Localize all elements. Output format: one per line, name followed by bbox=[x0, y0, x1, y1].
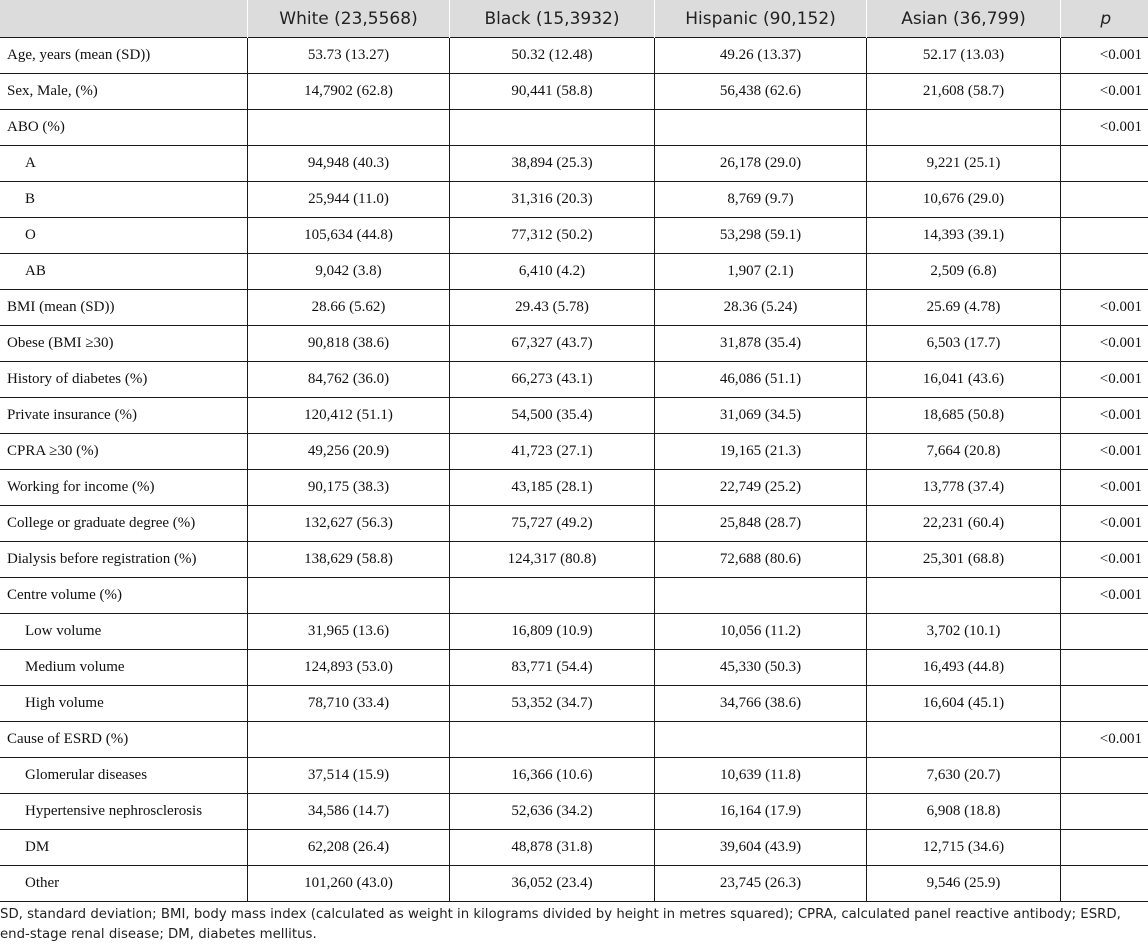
black-value: 36,052 (23.4) bbox=[450, 866, 655, 902]
row-label: Dialysis before registration (%) bbox=[0, 542, 248, 578]
black-value: 38,894 (25.3) bbox=[450, 146, 655, 182]
hispanic-value: 23,745 (26.3) bbox=[655, 866, 867, 902]
hispanic-value: 25,848 (28.7) bbox=[655, 506, 867, 542]
asian-value: 14,393 (39.1) bbox=[867, 218, 1061, 254]
black-value bbox=[450, 722, 655, 758]
black-value: 16,366 (10.6) bbox=[450, 758, 655, 794]
black-value: 66,273 (43.1) bbox=[450, 362, 655, 398]
white-value: 105,634 (44.8) bbox=[248, 218, 450, 254]
hispanic-value: 49.26 (13.37) bbox=[655, 38, 867, 74]
asian-value bbox=[867, 578, 1061, 614]
table-row bbox=[0, 146, 1148, 182]
hispanic-value: 56,438 (62.6) bbox=[655, 74, 867, 110]
row-label: Centre volume (%) bbox=[0, 578, 248, 614]
p-value: <0.001 bbox=[1061, 38, 1148, 74]
p-value: <0.001 bbox=[1061, 434, 1148, 470]
p-value: <0.001 bbox=[1061, 542, 1148, 578]
hispanic-value: 45,330 (50.3) bbox=[655, 650, 867, 686]
table-row bbox=[0, 578, 1148, 614]
row-label: Hypertensive nephrosclerosis bbox=[0, 794, 248, 830]
table-row bbox=[0, 326, 1148, 362]
row-label: ABO (%) bbox=[0, 110, 248, 146]
black-value: 83,771 (54.4) bbox=[450, 650, 655, 686]
hispanic-value: 53,298 (59.1) bbox=[655, 218, 867, 254]
row-label: Obese (BMI ≥30) bbox=[0, 326, 248, 362]
black-value: 124,317 (80.8) bbox=[450, 542, 655, 578]
white-value: 37,514 (15.9) bbox=[248, 758, 450, 794]
white-value: 34,586 (14.7) bbox=[248, 794, 450, 830]
asian-value: 22,231 (60.4) bbox=[867, 506, 1061, 542]
row-label: History of diabetes (%) bbox=[0, 362, 248, 398]
header-black: Black (15,3932) bbox=[450, 0, 655, 38]
white-value: 101,260 (43.0) bbox=[248, 866, 450, 902]
p-value bbox=[1061, 614, 1148, 650]
black-value: 75,727 (49.2) bbox=[450, 506, 655, 542]
hispanic-value bbox=[655, 578, 867, 614]
white-value: 9,042 (3.8) bbox=[248, 254, 450, 290]
hispanic-value: 34,766 (38.6) bbox=[655, 686, 867, 722]
black-value: 90,441 (58.8) bbox=[450, 74, 655, 110]
table-row bbox=[0, 614, 1148, 650]
hispanic-value: 10,639 (11.8) bbox=[655, 758, 867, 794]
row-label: A bbox=[0, 146, 248, 182]
p-value bbox=[1061, 218, 1148, 254]
white-value: 31,965 (13.6) bbox=[248, 614, 450, 650]
white-value: 90,818 (38.6) bbox=[248, 326, 450, 362]
table-row bbox=[0, 758, 1148, 794]
p-value bbox=[1061, 866, 1148, 902]
asian-value: 9,221 (25.1) bbox=[867, 146, 1061, 182]
row-label: CPRA ≥30 (%) bbox=[0, 434, 248, 470]
header-row bbox=[0, 0, 1148, 38]
white-value: 90,175 (38.3) bbox=[248, 470, 450, 506]
table-row bbox=[0, 254, 1148, 290]
hispanic-value: 39,604 (43.9) bbox=[655, 830, 867, 866]
row-label: B bbox=[0, 182, 248, 218]
white-value bbox=[248, 722, 450, 758]
p-value: <0.001 bbox=[1061, 470, 1148, 506]
table-footnote: SD, standard deviation; BMI, body mass index (calculated as weight in kilograms divided by height in metres squared); CPRA, calculated panel reactive antibody; ESRD, end-stage renal disease; DM, diabetes mellitus. bbox=[0, 907, 1121, 942]
asian-value: 18,685 (50.8) bbox=[867, 398, 1061, 434]
table-row bbox=[0, 182, 1148, 218]
p-value: <0.001 bbox=[1061, 74, 1148, 110]
header-characteristic bbox=[0, 0, 248, 38]
hispanic-value bbox=[655, 722, 867, 758]
black-value bbox=[450, 110, 655, 146]
table-row bbox=[0, 542, 1148, 578]
table-row bbox=[0, 650, 1148, 686]
asian-value: 3,702 (10.1) bbox=[867, 614, 1061, 650]
table-row bbox=[0, 866, 1148, 902]
asian-value: 9,546 (25.9) bbox=[867, 866, 1061, 902]
row-label: Low volume bbox=[0, 614, 248, 650]
asian-value: 25,301 (68.8) bbox=[867, 542, 1061, 578]
p-value bbox=[1061, 686, 1148, 722]
hispanic-value: 16,164 (17.9) bbox=[655, 794, 867, 830]
hispanic-value: 31,069 (34.5) bbox=[655, 398, 867, 434]
asian-value: 6,908 (18.8) bbox=[867, 794, 1061, 830]
white-value bbox=[248, 110, 450, 146]
hispanic-value: 31,878 (35.4) bbox=[655, 326, 867, 362]
asian-value: 7,664 (20.8) bbox=[867, 434, 1061, 470]
black-value: 31,316 (20.3) bbox=[450, 182, 655, 218]
white-value: 53.73 (13.27) bbox=[248, 38, 450, 74]
hispanic-value bbox=[655, 110, 867, 146]
asian-value: 16,041 (43.6) bbox=[867, 362, 1061, 398]
asian-value: 16,493 (44.8) bbox=[867, 650, 1061, 686]
table-row bbox=[0, 218, 1148, 254]
black-value: 48,878 (31.8) bbox=[450, 830, 655, 866]
table-row bbox=[0, 290, 1148, 326]
white-value: 28.66 (5.62) bbox=[248, 290, 450, 326]
table-row bbox=[0, 506, 1148, 542]
white-value: 49,256 (20.9) bbox=[248, 434, 450, 470]
black-value: 52,636 (34.2) bbox=[450, 794, 655, 830]
p-value: <0.001 bbox=[1061, 110, 1148, 146]
black-value: 16,809 (10.9) bbox=[450, 614, 655, 650]
row-label: AB bbox=[0, 254, 248, 290]
black-value: 41,723 (27.1) bbox=[450, 434, 655, 470]
row-label: BMI (mean (SD)) bbox=[0, 290, 248, 326]
asian-value bbox=[867, 110, 1061, 146]
table-row bbox=[0, 398, 1148, 434]
hispanic-value: 46,086 (51.1) bbox=[655, 362, 867, 398]
white-value: 94,948 (40.3) bbox=[248, 146, 450, 182]
asian-value: 7,630 (20.7) bbox=[867, 758, 1061, 794]
table-row bbox=[0, 74, 1148, 110]
asian-value: 2,509 (6.8) bbox=[867, 254, 1061, 290]
table-row bbox=[0, 686, 1148, 722]
white-value: 78,710 (33.4) bbox=[248, 686, 450, 722]
black-value: 53,352 (34.7) bbox=[450, 686, 655, 722]
row-label: Medium volume bbox=[0, 650, 248, 686]
row-label: DM bbox=[0, 830, 248, 866]
black-value: 67,327 (43.7) bbox=[450, 326, 655, 362]
hispanic-value: 8,769 (9.7) bbox=[655, 182, 867, 218]
asian-value: 16,604 (45.1) bbox=[867, 686, 1061, 722]
p-value bbox=[1061, 650, 1148, 686]
hispanic-value: 72,688 (80.6) bbox=[655, 542, 867, 578]
p-value bbox=[1061, 182, 1148, 218]
hispanic-value: 19,165 (21.3) bbox=[655, 434, 867, 470]
table-row bbox=[0, 794, 1148, 830]
black-value: 6,410 (4.2) bbox=[450, 254, 655, 290]
hispanic-value: 22,749 (25.2) bbox=[655, 470, 867, 506]
p-value: <0.001 bbox=[1061, 722, 1148, 758]
row-label: Glomerular diseases bbox=[0, 758, 248, 794]
black-value: 77,312 (50.2) bbox=[450, 218, 655, 254]
row-label: Cause of ESRD (%) bbox=[0, 722, 248, 758]
row-label: Private insurance (%) bbox=[0, 398, 248, 434]
white-value: 138,629 (58.8) bbox=[248, 542, 450, 578]
row-label: High volume bbox=[0, 686, 248, 722]
white-value: 120,412 (51.1) bbox=[248, 398, 450, 434]
asian-value bbox=[867, 722, 1061, 758]
table-row bbox=[0, 38, 1148, 74]
header-hispanic: Hispanic (90,152) bbox=[655, 0, 867, 38]
white-value: 124,893 (53.0) bbox=[248, 650, 450, 686]
white-value: 132,627 (56.3) bbox=[248, 506, 450, 542]
p-value: <0.001 bbox=[1061, 398, 1148, 434]
asian-value: 21,608 (58.7) bbox=[867, 74, 1061, 110]
black-value: 54,500 (35.4) bbox=[450, 398, 655, 434]
black-value: 29.43 (5.78) bbox=[450, 290, 655, 326]
white-value bbox=[248, 578, 450, 614]
row-label: Other bbox=[0, 866, 248, 902]
p-value: <0.001 bbox=[1061, 326, 1148, 362]
table-row bbox=[0, 722, 1148, 758]
black-value bbox=[450, 578, 655, 614]
row-label: O bbox=[0, 218, 248, 254]
white-value: 84,762 (36.0) bbox=[248, 362, 450, 398]
p-value: <0.001 bbox=[1061, 506, 1148, 542]
asian-value: 10,676 (29.0) bbox=[867, 182, 1061, 218]
asian-value: 6,503 (17.7) bbox=[867, 326, 1061, 362]
header-asian: Asian (36,799) bbox=[867, 0, 1061, 38]
p-value: <0.001 bbox=[1061, 362, 1148, 398]
row-label: Working for income (%) bbox=[0, 470, 248, 506]
table-row bbox=[0, 434, 1148, 470]
table-row bbox=[0, 362, 1148, 398]
p-value: <0.001 bbox=[1061, 578, 1148, 614]
hispanic-value: 10,056 (11.2) bbox=[655, 614, 867, 650]
white-value: 25,944 (11.0) bbox=[248, 182, 450, 218]
p-value bbox=[1061, 146, 1148, 182]
p-value bbox=[1061, 830, 1148, 866]
hispanic-value: 26,178 (29.0) bbox=[655, 146, 867, 182]
table-row bbox=[0, 830, 1148, 866]
row-label: Sex, Male, (%) bbox=[0, 74, 248, 110]
table-row bbox=[0, 110, 1148, 146]
table-body bbox=[0, 38, 1148, 902]
p-value bbox=[1061, 794, 1148, 830]
row-label: College or graduate degree (%) bbox=[0, 506, 248, 542]
asian-value: 52.17 (13.03) bbox=[867, 38, 1061, 74]
table-header bbox=[0, 0, 1148, 38]
asian-value: 25.69 (4.78) bbox=[867, 290, 1061, 326]
hispanic-value: 28.36 (5.24) bbox=[655, 290, 867, 326]
black-value: 50.32 (12.48) bbox=[450, 38, 655, 74]
header-p-value: p bbox=[1061, 0, 1148, 38]
white-value: 14,7902 (62.8) bbox=[248, 74, 450, 110]
row-label: Age, years (mean (SD)) bbox=[0, 38, 248, 74]
p-value bbox=[1061, 758, 1148, 794]
asian-value: 12,715 (34.6) bbox=[867, 830, 1061, 866]
white-value: 62,208 (26.4) bbox=[248, 830, 450, 866]
hispanic-value: 1,907 (2.1) bbox=[655, 254, 867, 290]
p-value bbox=[1061, 254, 1148, 290]
header-white: White (23,5568) bbox=[248, 0, 450, 38]
black-value: 43,185 (28.1) bbox=[450, 470, 655, 506]
p-value: <0.001 bbox=[1061, 290, 1148, 326]
table-row bbox=[0, 470, 1148, 506]
asian-value: 13,778 (37.4) bbox=[867, 470, 1061, 506]
